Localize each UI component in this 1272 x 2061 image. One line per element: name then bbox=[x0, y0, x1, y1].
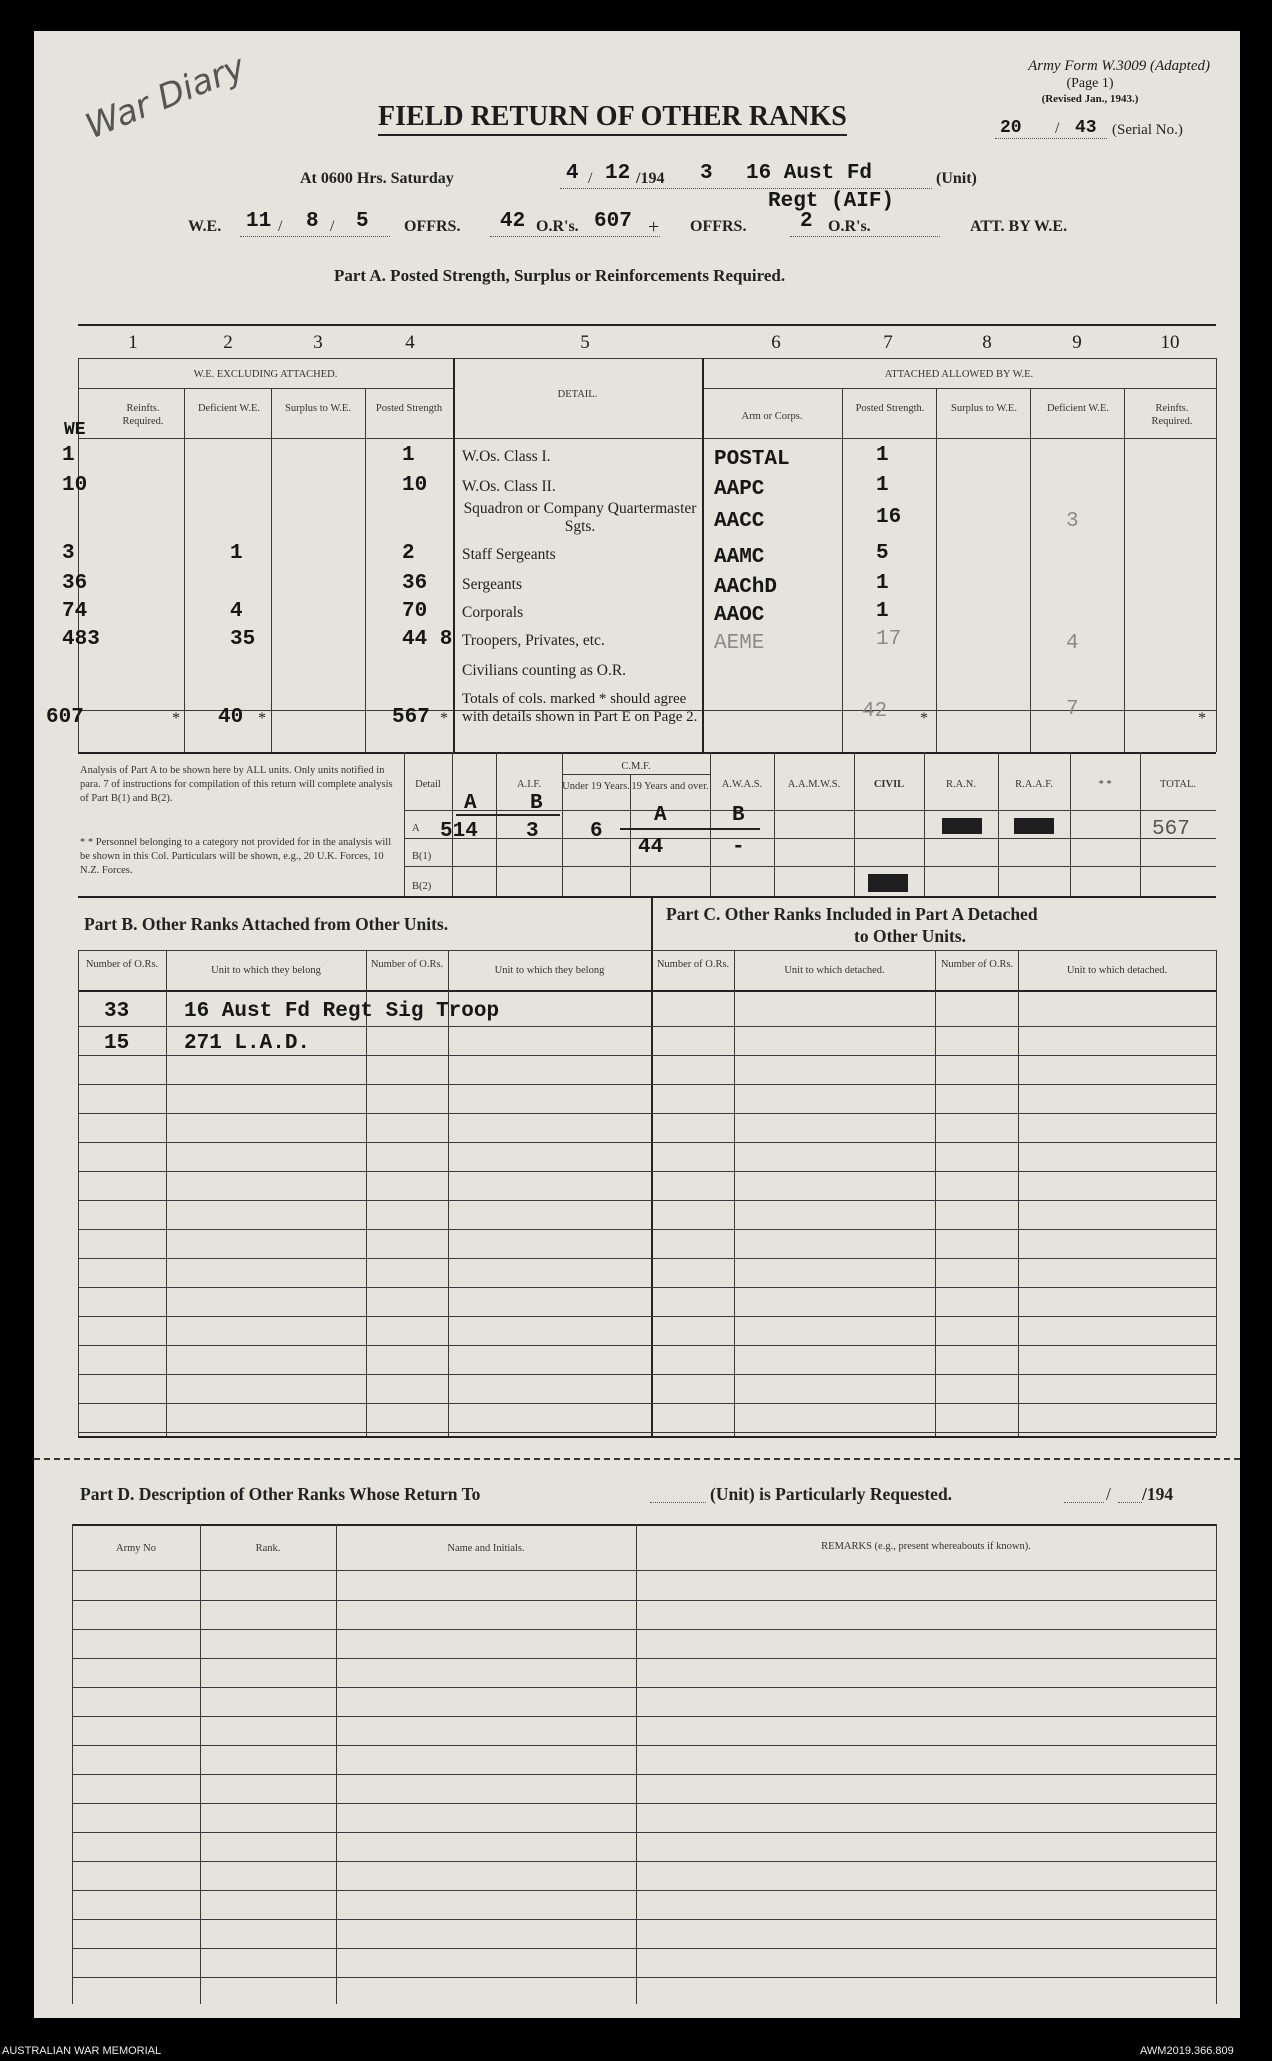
serial-separator: / bbox=[1055, 120, 1060, 137]
h-posted2: Posted Strength. bbox=[855, 403, 925, 414]
unit-label: (Unit) bbox=[936, 170, 977, 187]
col-num-7: 7 bbox=[883, 332, 893, 353]
detail-label: Civilians counting as O.R. bbox=[462, 662, 627, 679]
d-h-army: Army No bbox=[116, 1543, 156, 1554]
war-diary-annotation: War Diary bbox=[80, 47, 251, 148]
b-h-unit: Unit to which they belong bbox=[211, 965, 321, 976]
deficient-value: 4 bbox=[230, 600, 243, 623]
unit-line1: 16 Aust Fd bbox=[746, 162, 873, 185]
rule-line bbox=[72, 1832, 1216, 1833]
rule-line bbox=[72, 1629, 1216, 1630]
detail-header: DETAIL. bbox=[557, 389, 598, 400]
an-sub-a2: A bbox=[654, 804, 667, 827]
an-h-stars: * * bbox=[1098, 779, 1112, 790]
rule-line bbox=[78, 1171, 1216, 1172]
reinfts-required-value: 74 bbox=[62, 600, 88, 623]
rule-line bbox=[78, 1258, 1216, 1259]
attached-posted-value: 1 bbox=[876, 600, 889, 623]
total-col7: 42 bbox=[862, 700, 888, 723]
posted-strength-value: 70 bbox=[402, 600, 428, 623]
rule-line bbox=[78, 1374, 1216, 1375]
attached-posted-value: 16 bbox=[876, 506, 902, 529]
we-mark: WE bbox=[64, 420, 86, 440]
arm-corps-value: AACC bbox=[714, 510, 765, 533]
cut-line bbox=[34, 1458, 1240, 1460]
redaction-civil bbox=[868, 874, 908, 892]
offrs-value: 42 bbox=[500, 210, 526, 233]
col-num-6: 6 bbox=[771, 332, 781, 353]
reinfts-required-value: 1 bbox=[62, 444, 75, 467]
rule-line bbox=[72, 1890, 1216, 1891]
reinfts-required-value: 36 bbox=[62, 572, 88, 595]
date-month: 12 bbox=[605, 162, 631, 185]
rule-line bbox=[72, 1919, 1216, 1920]
b-h-num2: Number of O.Rs. bbox=[370, 959, 444, 970]
an-sub-b2: B bbox=[732, 804, 745, 827]
part-d-title-b: (Unit) is Particularly Requested. bbox=[710, 1484, 953, 1504]
rule-line bbox=[72, 1716, 1216, 1717]
serial-label: (Serial No.) bbox=[1112, 122, 1183, 138]
part-c-title-line2: to Other Units. bbox=[854, 926, 966, 946]
an-h-cmf: C.M.F. bbox=[621, 761, 651, 772]
an-h-total: TOTAL. bbox=[1159, 779, 1196, 790]
date-year-prefix: /194 bbox=[636, 170, 665, 187]
total-col2: 40 bbox=[218, 706, 244, 729]
an-h-detail: Detail bbox=[415, 779, 441, 790]
an-val-6: 6 bbox=[590, 820, 603, 843]
ors-label: O.R's. bbox=[536, 218, 579, 235]
posted-strength-value: 44 8 bbox=[402, 628, 453, 651]
rule-line bbox=[78, 1345, 1216, 1346]
group-we-excluding: W.E. EXCLUDING ATTACHED. bbox=[193, 369, 338, 380]
redaction-ran bbox=[942, 818, 982, 834]
an-val-44: 44 bbox=[638, 836, 664, 859]
rule-line bbox=[72, 1774, 1216, 1775]
col-num-5: 5 bbox=[580, 332, 590, 353]
form-number: Army Form W.3009 (Adapted) bbox=[1028, 58, 1210, 74]
date-year: 3 bbox=[700, 162, 713, 185]
an-sub-b: B bbox=[530, 792, 543, 815]
rule-line bbox=[78, 1084, 1216, 1085]
h-posted: Posted Strength bbox=[375, 403, 443, 414]
arm-corps-value: POSTAL bbox=[714, 448, 790, 471]
footer-right: AWM2019.366.809 bbox=[1140, 2045, 1234, 2057]
rule-line bbox=[78, 1316, 1216, 1317]
rule-line bbox=[72, 1600, 1216, 1601]
total-detail-text: Totals of cols. marked * should agree with details shown in Part E on Page 2. bbox=[462, 691, 698, 725]
at-hours-label: At 0600 Hrs. Saturday bbox=[300, 170, 454, 187]
total-col4-star: * bbox=[440, 710, 448, 727]
date-day: 4 bbox=[566, 162, 579, 185]
part-d-title-c: /194 bbox=[1142, 1484, 1174, 1504]
analysis-note: Analysis of Part A to be shown here by ALL units. Only units notified in para. 7 of instructions for compilation of this return will complete analysis of Part B(1) and B(2). bbox=[80, 765, 393, 804]
b-entry-unit-2: 271 L.A.D. bbox=[184, 1032, 311, 1055]
footer-left: AUSTRALIAN WAR MEMORIAL bbox=[2, 2045, 162, 2057]
c-h-unit2: Unit to which detached. bbox=[1066, 965, 1168, 976]
an-h-civil: CIVIL bbox=[873, 779, 905, 790]
h-deficient: Deficient W.E. bbox=[197, 403, 261, 414]
we-part3: 5 bbox=[356, 210, 369, 233]
h-reinfts: Reinfts. Required. bbox=[122, 403, 164, 428]
attached-posted-value: 1 bbox=[876, 474, 889, 497]
total-col9: 7 bbox=[1066, 698, 1079, 721]
an-sub-a: A bbox=[464, 792, 477, 815]
we-part2: 8 bbox=[306, 210, 319, 233]
an-h-ran: R.A.N. bbox=[945, 779, 977, 790]
col-num-3: 3 bbox=[313, 332, 323, 353]
col-num-8: 8 bbox=[982, 332, 992, 353]
arm-corps-value: AAPC bbox=[714, 478, 765, 501]
detail-label: Staff Sergeants bbox=[462, 546, 556, 563]
b-h-num: Number of O.Rs. bbox=[85, 959, 159, 970]
ors-value: 607 bbox=[594, 210, 632, 233]
an-h-raaf: R.A.A.F. bbox=[1015, 779, 1053, 790]
rule-line bbox=[78, 1432, 1216, 1433]
serial-part1: 20 bbox=[1000, 118, 1022, 138]
posted-strength-value: 36 bbox=[402, 572, 428, 595]
an-row-b1: B(1) bbox=[412, 851, 432, 862]
h-deficient2: Deficient W.E. bbox=[1046, 403, 1110, 414]
h-arm-corps: Arm or Corps. bbox=[741, 411, 803, 422]
plus-sign: + bbox=[648, 216, 660, 238]
total-col10-star: * bbox=[1198, 710, 1206, 727]
c-h-num: Number of O.Rs. bbox=[656, 959, 730, 970]
attached-posted-value: 1 bbox=[876, 444, 889, 467]
rule-line bbox=[72, 1745, 1216, 1746]
unit-line2: Regt (AIF) bbox=[768, 190, 895, 213]
rule-line bbox=[78, 1142, 1216, 1143]
col-num-1: 1 bbox=[128, 332, 138, 353]
b-entry-num-1: 33 bbox=[104, 1000, 130, 1023]
rule-line bbox=[72, 1803, 1216, 1804]
part-d-title-a: Part D. Description of Other Ranks Whose Return To bbox=[80, 1484, 481, 1504]
arm-corps-value: AAOC bbox=[714, 604, 765, 627]
deficient-value: 35 bbox=[230, 628, 256, 651]
h-surplus2: Surplus to W.E. bbox=[951, 403, 1017, 414]
rule-line bbox=[72, 1687, 1216, 1688]
h-surplus: Surplus to W.E. bbox=[285, 403, 351, 414]
rule-line bbox=[78, 1403, 1216, 1404]
detail-label: Sergeants bbox=[462, 576, 522, 593]
an-val-dash: - bbox=[732, 836, 745, 859]
rule-line bbox=[78, 1229, 1216, 1230]
serial-part2: 43 bbox=[1075, 118, 1097, 138]
posted-strength-value: 1 bbox=[402, 444, 415, 467]
detail-label: W.Os. Class II. bbox=[462, 478, 556, 495]
col-num-9: 9 bbox=[1072, 332, 1082, 353]
col-num-4: 4 bbox=[405, 332, 415, 353]
rule-line bbox=[72, 1861, 1216, 1862]
ors2-label: O.R's. bbox=[828, 218, 871, 235]
arm-corps-value: AEME bbox=[714, 632, 765, 655]
attached-deficient-value: 3 bbox=[1066, 510, 1079, 533]
rule-line bbox=[78, 1026, 1216, 1027]
redaction-raaf bbox=[1014, 818, 1054, 834]
posted-strength-value: 10 bbox=[402, 474, 428, 497]
form-revision: (Revised Jan., 1943.) bbox=[1041, 93, 1139, 105]
detail-label: W.Os. Class I. bbox=[462, 448, 551, 465]
an-row-b2: B(2) bbox=[412, 881, 432, 892]
an-h-aamws: A.A.M.W.S. bbox=[787, 779, 841, 790]
an-h-over19: 19 Years and over. bbox=[631, 781, 709, 792]
detail-label: Troopers, Privates, etc. bbox=[462, 632, 605, 649]
attached-deficient-value: 4 bbox=[1066, 632, 1079, 655]
att-by-we-label: ATT. BY W.E. bbox=[970, 218, 1068, 235]
b-entry-num-2: 15 bbox=[104, 1032, 130, 1055]
rule-line bbox=[78, 1055, 1216, 1056]
part-a-title: Part A. Posted Strength, Surplus or Reinforcements Required. bbox=[334, 266, 786, 285]
d-h-rank: Rank. bbox=[255, 1543, 281, 1554]
offrs2-value: 2 bbox=[800, 210, 813, 233]
offrs-label: OFFRS. bbox=[404, 218, 461, 235]
c-h-num2: Number of O.Rs. bbox=[940, 959, 1014, 970]
total-col4: 567 bbox=[392, 706, 430, 729]
rule-line bbox=[72, 1658, 1216, 1659]
form-page-number: (Page 1) bbox=[1066, 76, 1114, 91]
arm-corps-value: AAChD bbox=[714, 576, 778, 599]
an-val-3: 3 bbox=[526, 820, 539, 843]
group-attached-allowed: ATTACHED ALLOWED BY W.E. bbox=[884, 369, 1034, 380]
analysis-note-2: * * Personnel belonging to a category not provided for in the analysis will be shown in this Col. Particulars will be shown, e.g., 20 U.K. Forces, 10 N.Z. Forces. bbox=[80, 837, 392, 876]
we-part1: 11 bbox=[246, 210, 272, 233]
d-h-name: Name and Initials. bbox=[447, 1543, 525, 1554]
part-c-title-line1: Part C. Other Ranks Included in Part A Detached bbox=[666, 904, 1038, 924]
attached-posted-value: 17 bbox=[876, 628, 902, 651]
an-total-567: 567 bbox=[1152, 818, 1190, 841]
attached-posted-value: 1 bbox=[876, 572, 889, 595]
rule-line bbox=[78, 1287, 1216, 1288]
an-h-aif: A.I.F. bbox=[517, 779, 541, 790]
rule-line bbox=[72, 1948, 1216, 1949]
part-b-title: Part B. Other Ranks Attached from Other Units. bbox=[84, 914, 449, 934]
an-h-under19: Under 19 Years. bbox=[562, 781, 630, 792]
reinfts-required-value: 483 bbox=[62, 628, 100, 651]
an-val-514: 514 bbox=[440, 820, 478, 843]
b-entry-unit-1: 16 Aust Fd Regt Sig Troop bbox=[184, 1000, 500, 1023]
total-col1-star: * bbox=[172, 710, 180, 727]
total-col2-star: * bbox=[258, 710, 266, 727]
attached-posted-value: 5 bbox=[876, 542, 889, 565]
b-h-unit2: Unit to which they belong bbox=[494, 965, 605, 976]
col-num-2: 2 bbox=[223, 332, 233, 353]
c-h-unit: Unit to which detached. bbox=[784, 965, 885, 976]
reinfts-required-value: 3 bbox=[62, 542, 75, 565]
total-col1: 607 bbox=[46, 706, 84, 729]
page-title: FIELD RETURN OF OTHER RANKS bbox=[378, 100, 847, 136]
rule-line bbox=[78, 1113, 1216, 1114]
offrs2-label: OFFRS. bbox=[690, 218, 747, 235]
rule-line bbox=[72, 1977, 1216, 1978]
detail-label: Squadron or Company Quartermaster Sgts. bbox=[463, 500, 697, 535]
col-num-10: 10 bbox=[1160, 332, 1180, 353]
detail-label: Corporals bbox=[462, 604, 524, 621]
an-row-a: A bbox=[412, 823, 420, 834]
form-page bbox=[34, 31, 1240, 2018]
posted-strength-value: 2 bbox=[402, 542, 415, 565]
we-label: W.E. bbox=[188, 218, 222, 235]
d-h-remarks: REMARKS (e.g., present whereabouts if known). bbox=[821, 1541, 1031, 1552]
rule-line bbox=[78, 1200, 1216, 1201]
an-h-awas: A.W.A.S. bbox=[721, 779, 763, 790]
total-col7-star: * bbox=[920, 710, 928, 727]
deficient-value: 1 bbox=[230, 542, 243, 565]
reinfts-required-value: 10 bbox=[62, 474, 88, 497]
h-reinfts2: Reinfts. Required. bbox=[1151, 403, 1193, 428]
arm-corps-value: AAMC bbox=[714, 546, 765, 569]
